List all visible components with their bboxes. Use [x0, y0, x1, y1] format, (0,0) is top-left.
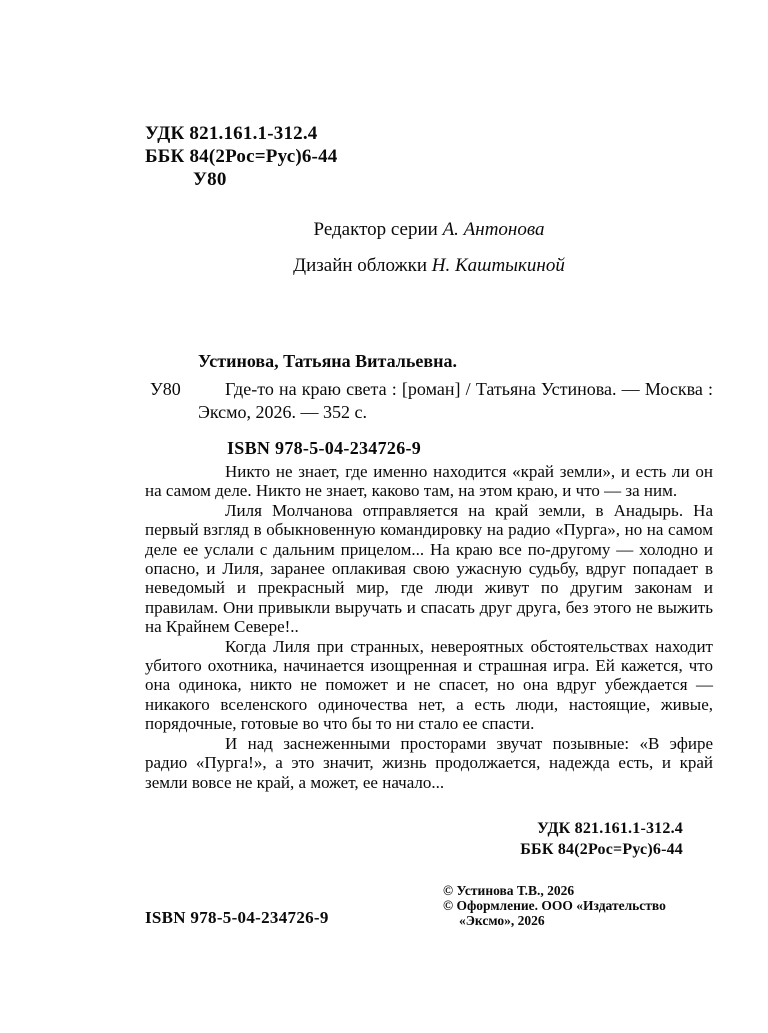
- series-editor-credit: [145, 218, 713, 241]
- author-sign-code: У80: [193, 169, 227, 190]
- udk-code-bottom: УДК 821.161.1-312.4: [537, 820, 683, 837]
- udk-code-top: УДК 821.161.1-312.4: [145, 123, 318, 144]
- copyright-author: © Устинова Т.В., 2026: [443, 883, 575, 898]
- copyright-publisher: © Оформление. ООО «Издательство «Эксмо», 2026: [443, 898, 666, 928]
- annotation-paragraph-4: И над заснеженными просторами звучат позывные: «В эфире радио «Пурга!», а это значит, жизнь продолжается, надежда есть, и край земли вовсе не край, а может, ее начало...: [145, 733, 713, 792]
- isbn-bottom: ISBN 978-5-04-234726-9: [145, 908, 329, 927]
- annotation-paragraph-3: Когда Лиля при странных, невероятных обстоятельствах находит убитого охотника, начинается изощренная и страшная игра. Ей кажется, что она одинока, никто не поможет и не спасет, но она вдруг убеждается — никакого вселенского одиночества нет, а есть люди, настоящие, живые, порядочные, готовые во что бы то ни стало ее спасти.: [145, 636, 713, 734]
- catalog-entry-text: Где-то на краю света : [роман] / Татьяна Устинова. — Москва : Эксмо, 2026. — 352 с.: [198, 379, 713, 422]
- annotation-paragraph-2: Лиля Молчанова отправляется на край земли, в Анадырь. На первый взгляд в обыкновенную командировку на радио «Пурга», но на самом деле ее услали с дальним прицелом... На краю все по-другому — холодно и опасно, и Лиля, заранее оплакивая свою ужасную судьбу, вдруг попадает в неведомый и прекрасный мир, где люди живут по другим законам и правилам. Они привыкли выручать и спасать друг друга, без этого не выжить на Крайнем Севере!..: [145, 500, 713, 637]
- classification-codes-top: [145, 122, 337, 191]
- bbk-code-top: ББК 84(2Рос=Рус)6-44: [145, 146, 338, 167]
- catalog-author-heading: Устинова, Татьяна Витальевна.: [198, 351, 457, 371]
- series-editor-name: А. Антонова: [442, 219, 545, 240]
- cover-design-label: Дизайн обложки: [293, 255, 428, 276]
- cover-design-credit: [145, 254, 713, 277]
- annotation-block: [145, 462, 713, 792]
- copyright-block: [443, 883, 675, 928]
- credits-block: [145, 218, 713, 290]
- classification-codes-bottom: [145, 818, 683, 860]
- annotation-paragraph-1: Никто не знает, где именно находится «край земли», и есть ли он на самом деле. Никто не знает, каково там, на этом краю, и что — за ним.: [145, 462, 713, 501]
- isbn-catalog: ISBN 978-5-04-234726-9: [227, 438, 422, 458]
- bbk-code-bottom: ББК 84(2Рос=Рус)6-44: [520, 841, 683, 858]
- cover-design-name: Н. Каштыкиной: [431, 255, 565, 276]
- catalog-entry-code: У80: [150, 379, 181, 399]
- catalog-card: [145, 350, 713, 460]
- catalog-entry: [145, 378, 713, 424]
- series-editor-label: Редактор серии: [313, 219, 438, 240]
